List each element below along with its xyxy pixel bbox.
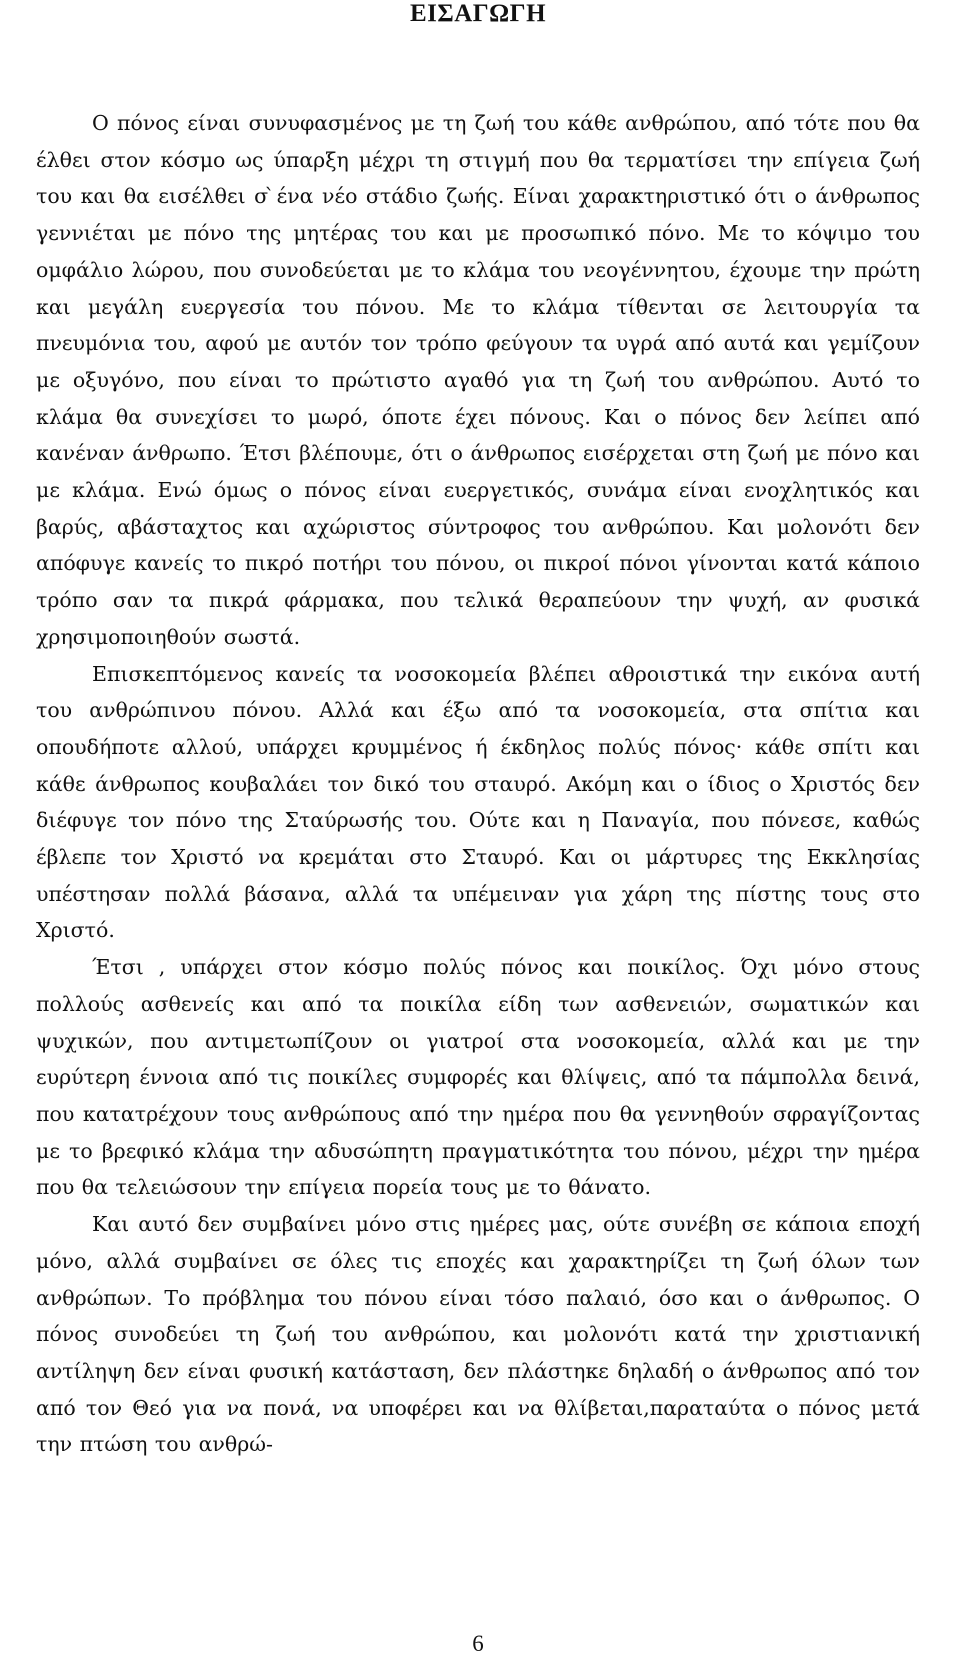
paragraph-1: Ο πόνος είναι συνυφασμένος με τη ζωή του κάθε ανθρώπου, από τότε που θα έλθει στον κόσμο ως ύπαρξη μέχρι τη στιγμή που θα τερματίσει την επίγεια ζωή του και θα εισέλθει σ ̀ένα νέο στάδιο ζωής. Είναι χαρακτηριστικό ότι ο άνθρωπος γεννιέται με πόνο της μητέρας του και με προσωπικό πόνο. Με το κόψιμο του ομφάλιο λώρου, που συνοδεύεται με το κλάμα του νεογέννητου, έχουμε την πρώτη και μεγάλη ευεργεσία του πόνου. Με το κλάμα τίθενται σε λειτουργία τα πνευμόνια του, αφού με αυτόν τον τρόπο φεύγουν τα υγρά από αυτά και γεμίζουν με οξυγόνο, που είναι το πρώτιστο αγαθό για τη ζωή του ανθρώπου. Αυτό το κλάμα θα συνεχίσει το μωρό, όποτε έχει πόνους. Και ο πόνος δεν λείπει από κανέναν άνθρωπο. Έτσι βλέπουμε, ότι ο άνθρωπος εισέρχεται στη ζωή με πόνο και με κλάμα. Ενώ όμως ο πόνος είναι ευεργετικός, συνάμα είναι ενοχλητικός και βαρύς, αβάσταχτος και αχώριστος σύντροφος του ανθρώπου. Και μολονότι δεν απόφυγε κανείς το πικρό ποτήρι του πόνου, οι πικροί πόνοι γίνονται κατά κάποιο τρόπο σαν τα πικρά φάρμακα, που τελικά θεραπεύουν την ψυχή, αν φυσικά χρησιμοποιηθούν σωστά. [36, 111, 920, 649]
body-text [36, 105, 920, 1463]
document-page [36, 0, 920, 1673]
chapter-title: ΕΙΣΑΓΩΓΗ [409, 0, 547, 27]
paragraph-2: Επισκεπτόμενος κανείς τα νοσοκομεία βλέπει αθροιστικά την εικόνα αυτή του ανθρώπινου πόνου. Αλλά και έξω από τα νοσοκομεία, στα σπίτια και οπουδήποτε αλλού, υπάρχει κρυμμένος ή έκδηλος πολύς πόνος· κάθε σπίτι και κάθε άνθρωπος κουβαλάει τον δικό του σταυρό. Ακόμη και ο ίδιος ο Χριστός δεν διέφυγε τον πόνο της Σταύρωσής του. Ούτε και η Παναγία, που πόνεσε, καθώς έβλεπε τον Χριστό να κρεμάται στο Σταυρό. Και οι μάρτυρες της Εκκλησίας υπέστησαν πολλά βάσανα, αλλά τα υπέμειναν για χάρη της πίστης τους στο Χριστό. [36, 661, 920, 943]
paragraph-3: Έτσι , υπάρχει στον κόσμο πολύς πόνος και ποικίλος. Όχι μόνο στους πολλούς ασθενείς και από τα ποικίλα είδη των ασθενειών, σωματικών και ψυχικών, που αντιμετωπίζουν οι γιατροί στα νοσοκομεία, αλλά και με την ευρύτερη έννοια από τις ποικίλες συμφορές και θλίψεις, από τα πάμπολλα δεινά, που κατατρέχουν τους ανθρώπους από την ημέρα που θα γεννηθούν σφραγίζοντας με το βρεφικό κλάμα την αδυσώπητη πραγματικότητα του πόνου, μέχρι την ημέρα που θα τελειώσουν την επίγεια πορεία τους με το θάνατο. [36, 955, 920, 1200]
page-number: 6 [472, 1631, 484, 1656]
paragraph-4: Και αυτό δεν συμβαίνει μόνο στις ημέρες μας, ούτε συνέβη σε κάποια εποχή μόνο, αλλά συμβαίνει σε όλες τις εποχές και χαρακτηρίζει τη ζωή όλων των ανθρώπων. Το πρόβλημα του πόνου είναι τόσο παλαιό, όσο και ο άνθρωπος. Ο πόνος συνοδεύει τη ζωή του ανθρώπου, και μολονότι κατά την χριστιανική αντίληψη δεν είναι φυσική κατάσταση, δεν πλάστηκε δηλαδή ο άνθρωπος από τον από τον Θεό για να πονά, να υποφέρει και να θλίβεται,παραταύτα ο πόνος μετά την πτώση του ανθρώ- [36, 1212, 920, 1457]
